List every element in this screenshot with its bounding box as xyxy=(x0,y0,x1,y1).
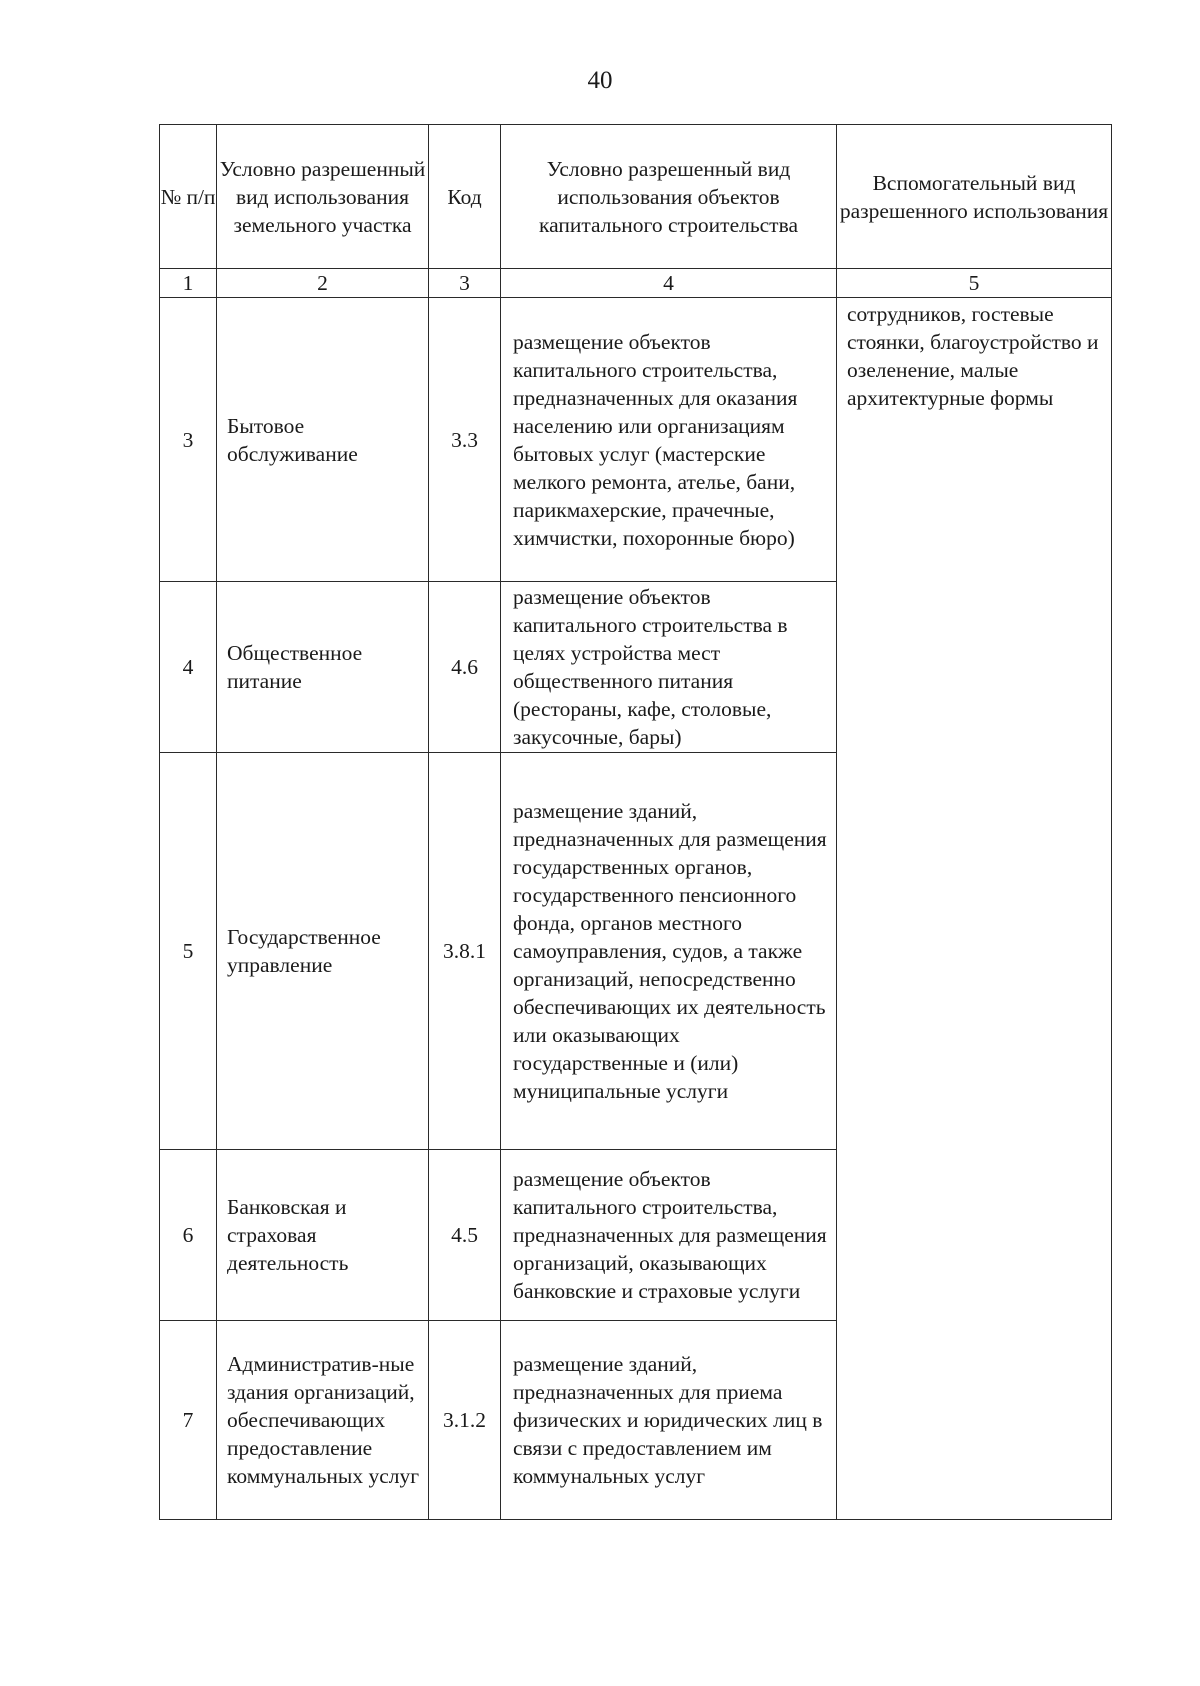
header-number: № п/п xyxy=(160,125,217,269)
use-code: 3.3 xyxy=(429,298,501,582)
column-numbering-row xyxy=(160,269,1112,298)
column-number: 5 xyxy=(837,269,1112,298)
column-number: 4 xyxy=(501,269,837,298)
table-header-row xyxy=(160,125,1112,269)
land-use-name: Административ-ные здания организаций, обеспечивающих предоставление коммунальных услуг xyxy=(217,1321,429,1520)
row-number: 6 xyxy=(160,1150,217,1321)
row-number: 7 xyxy=(160,1321,217,1520)
column-number: 3 xyxy=(429,269,501,298)
header-construction-use: Условно разрешенный вид использования объектов капитального строительства xyxy=(501,125,837,269)
header-code: Код xyxy=(429,125,501,269)
use-code: 3.1.2 xyxy=(429,1321,501,1520)
header-auxiliary-use: Вспомогательный вид разрешенного использования xyxy=(837,125,1112,269)
row-number: 5 xyxy=(160,753,217,1150)
header-land-use: Условно разрешенный вид использования земельного участка xyxy=(217,125,429,269)
page-number: 40 xyxy=(587,67,613,94)
table-row xyxy=(160,298,1112,582)
use-description: размещение объектов капитального строительства, предназначенных для размещения организаций, оказывающих банковские и страховые услуги xyxy=(501,1150,837,1321)
auxiliary-use-text: сотрудников, гостевые стоянки, благоустройство и озеленение, малые архитектурные формы xyxy=(837,298,1112,1520)
column-number: 2 xyxy=(217,269,429,298)
use-code: 4.6 xyxy=(429,582,501,753)
row-number: 3 xyxy=(160,298,217,582)
land-use-table xyxy=(159,124,1112,1520)
use-description: размещение объектов капитального строительства, предназначенных для оказания населению или организациям бытовых услуг (мастерские мелкого ремонта, ателье, бани, парикмахерские, прачечные, химчистки, похоронные бюро) xyxy=(501,298,837,582)
land-use-name: Общественное питание xyxy=(217,582,429,753)
column-number: 1 xyxy=(160,269,217,298)
land-use-name: Бытовое обслуживание xyxy=(217,298,429,582)
use-description: размещение зданий, предназначенных для приема физических и юридических лиц в связи с предоставлением им коммунальных услуг xyxy=(501,1321,837,1520)
use-code: 3.8.1 xyxy=(429,753,501,1150)
use-description: размещение зданий, предназначенных для размещения государственных органов, государственного пенсионного фонда, органов местного самоуправления, судов, а также организаций, непосредственно обеспечивающих их деятельность или оказывающих государственные и (или) муниципальные услуги xyxy=(501,753,837,1150)
row-number: 4 xyxy=(160,582,217,753)
land-use-name: Государственное управление xyxy=(217,753,429,1150)
use-code: 4.5 xyxy=(429,1150,501,1321)
land-use-name: Банковская и страховая деятельность xyxy=(217,1150,429,1321)
use-description: размещение объектов капитального строительства в целях устройства мест общественного питания (рестораны, кафе, столовые, закусочные, бары) xyxy=(501,582,837,753)
